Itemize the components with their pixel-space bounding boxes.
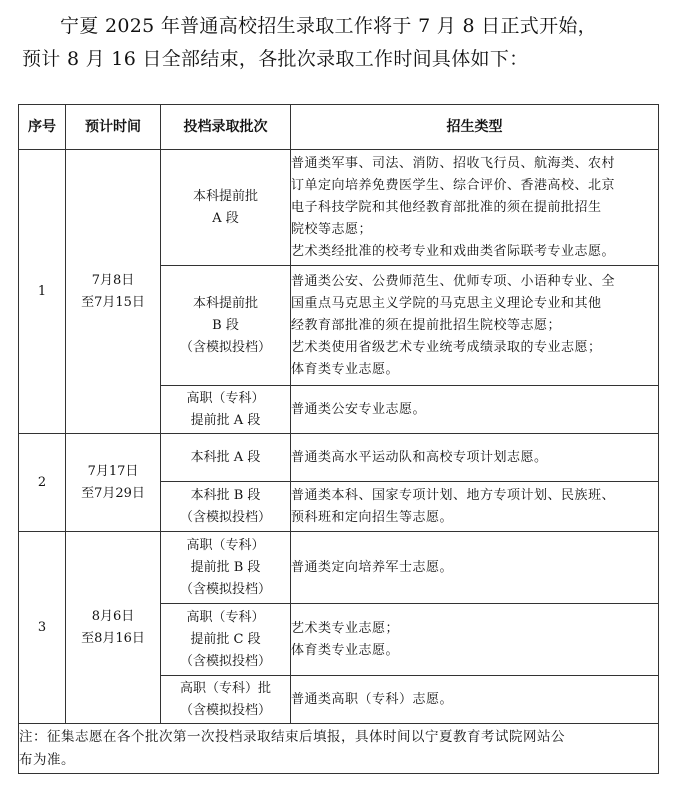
time-end: 至7月29日 [81,485,145,501]
batch-line: 本科批 A 段 [190,449,261,465]
batch-line: 本科批 B 段 [190,487,261,503]
type-line: 艺术类使用省级艺术专业统考成绩录取的专业志愿； [291,339,602,355]
type-line: 订单定向培养免费医学生、综合评价、香港高校、北京 [291,177,616,193]
batch-line: （含模拟投档） [179,581,271,597]
type-cell [291,604,659,676]
batch-cell [161,150,291,266]
type-line: 普通类公安、公费师范生、优师专项、小语种专业、全 [291,273,616,289]
batch-line: 高职（专科） [186,537,265,553]
batch-line: B 段 [212,317,239,333]
note-row [19,724,659,774]
note-line: 布为准。 [19,751,75,768]
admission-schedule-table [18,104,659,774]
batch-line: 提前批 A 段 [190,412,261,428]
type-line: 普通类公安专业志愿。 [291,401,427,417]
type-line: 普通类高职（专科）志愿。 [291,691,454,707]
seq-cell: 3 [19,532,66,724]
batch-line: （含模拟投档） [179,509,271,525]
time-cell [66,434,161,532]
batch-line: （含模拟投档） [179,653,271,669]
time-start: 7月8日 [91,272,135,288]
seq-cell: 1 [19,150,66,434]
time-end: 至7月15日 [81,294,145,310]
time-cell [66,532,161,724]
time-end: 至8月16日 [81,630,145,646]
time-cell [66,150,161,434]
batch-cell [161,266,291,386]
header-batch: 投档录取批次 [161,105,291,150]
type-cell [291,434,659,482]
batch-cell [161,604,291,676]
type-line: 预科班和定向招生等志愿。 [291,509,454,525]
batch-line: 提前批 B 段 [190,559,261,575]
batch-line: 本科提前批 [192,188,258,204]
type-cell [291,150,659,266]
type-line: 普通类军事、司法、消防、招收飞行员、航海类、农村 [291,155,616,171]
type-line: 院校等志愿； [291,221,373,237]
type-line: 普通类高水平运动队和高校专项计划志愿。 [291,449,548,465]
batch-cell [161,482,291,532]
batch-line: 本科提前批 [192,295,258,311]
batch-line: （含模拟投档） [179,339,271,355]
type-cell [291,386,659,434]
batch-line: 提前批 C 段 [190,631,261,647]
type-line: 普通类本科、国家专项计划、地方专项计划、民族班、 [291,487,616,503]
type-line: 电子科技学院和其他经教育部批准的须在提前批招生 [291,199,602,215]
table-row [19,532,659,604]
intro-line-1: 宁夏 2025 年普通高校招生录取工作将于 7 月 8 日正式开始， [60,15,597,37]
table-row [19,150,659,266]
type-line: 体育类专业志愿。 [291,642,400,658]
type-cell [291,676,659,724]
header-type: 招生类型 [291,105,659,150]
header-seq: 序号 [19,105,66,150]
type-cell [291,482,659,532]
batch-cell [161,676,291,724]
seq-cell: 2 [19,434,66,532]
time-start: 7月17日 [87,463,139,479]
type-line: 国重点马克思主义学院的马克思主义理论专业和其他 [291,295,602,311]
intro-paragraph [22,10,662,76]
type-line: 艺术类经批准的校考专业和戏曲类省际联考专业志愿。 [291,243,616,259]
batch-line: A 段 [212,210,239,226]
batch-line: 高职（专科）批 [179,680,271,696]
batch-line: （含模拟投档） [179,702,271,718]
table-header-row [19,105,659,150]
type-line: 艺术类专业志愿； [291,620,400,636]
batch-line: 高职（专科） [186,609,265,625]
batch-cell [161,386,291,434]
type-cell [291,532,659,604]
table-row [19,434,659,482]
note-line: 注：征集志愿在各个批次第一次投档录取结束后填报，具体时间以宁夏教育考试院网站公 [19,728,565,745]
time-start: 8月6日 [91,608,135,624]
intro-line-2: 预计 8 月 16 日全部结束，各批次录取工作时间具体如下： [22,48,529,70]
batch-cell [161,434,291,482]
type-line: 经教育部批准的须在提前批招生院校等志愿； [291,317,562,333]
batch-cell [161,532,291,604]
note-cell [19,724,659,774]
type-cell [291,266,659,386]
batch-line: 高职（专科） [186,390,265,406]
header-time: 预计时间 [66,105,161,150]
type-line: 体育类专业志愿。 [291,361,400,377]
type-line: 普通类定向培养军士志愿。 [291,559,454,575]
